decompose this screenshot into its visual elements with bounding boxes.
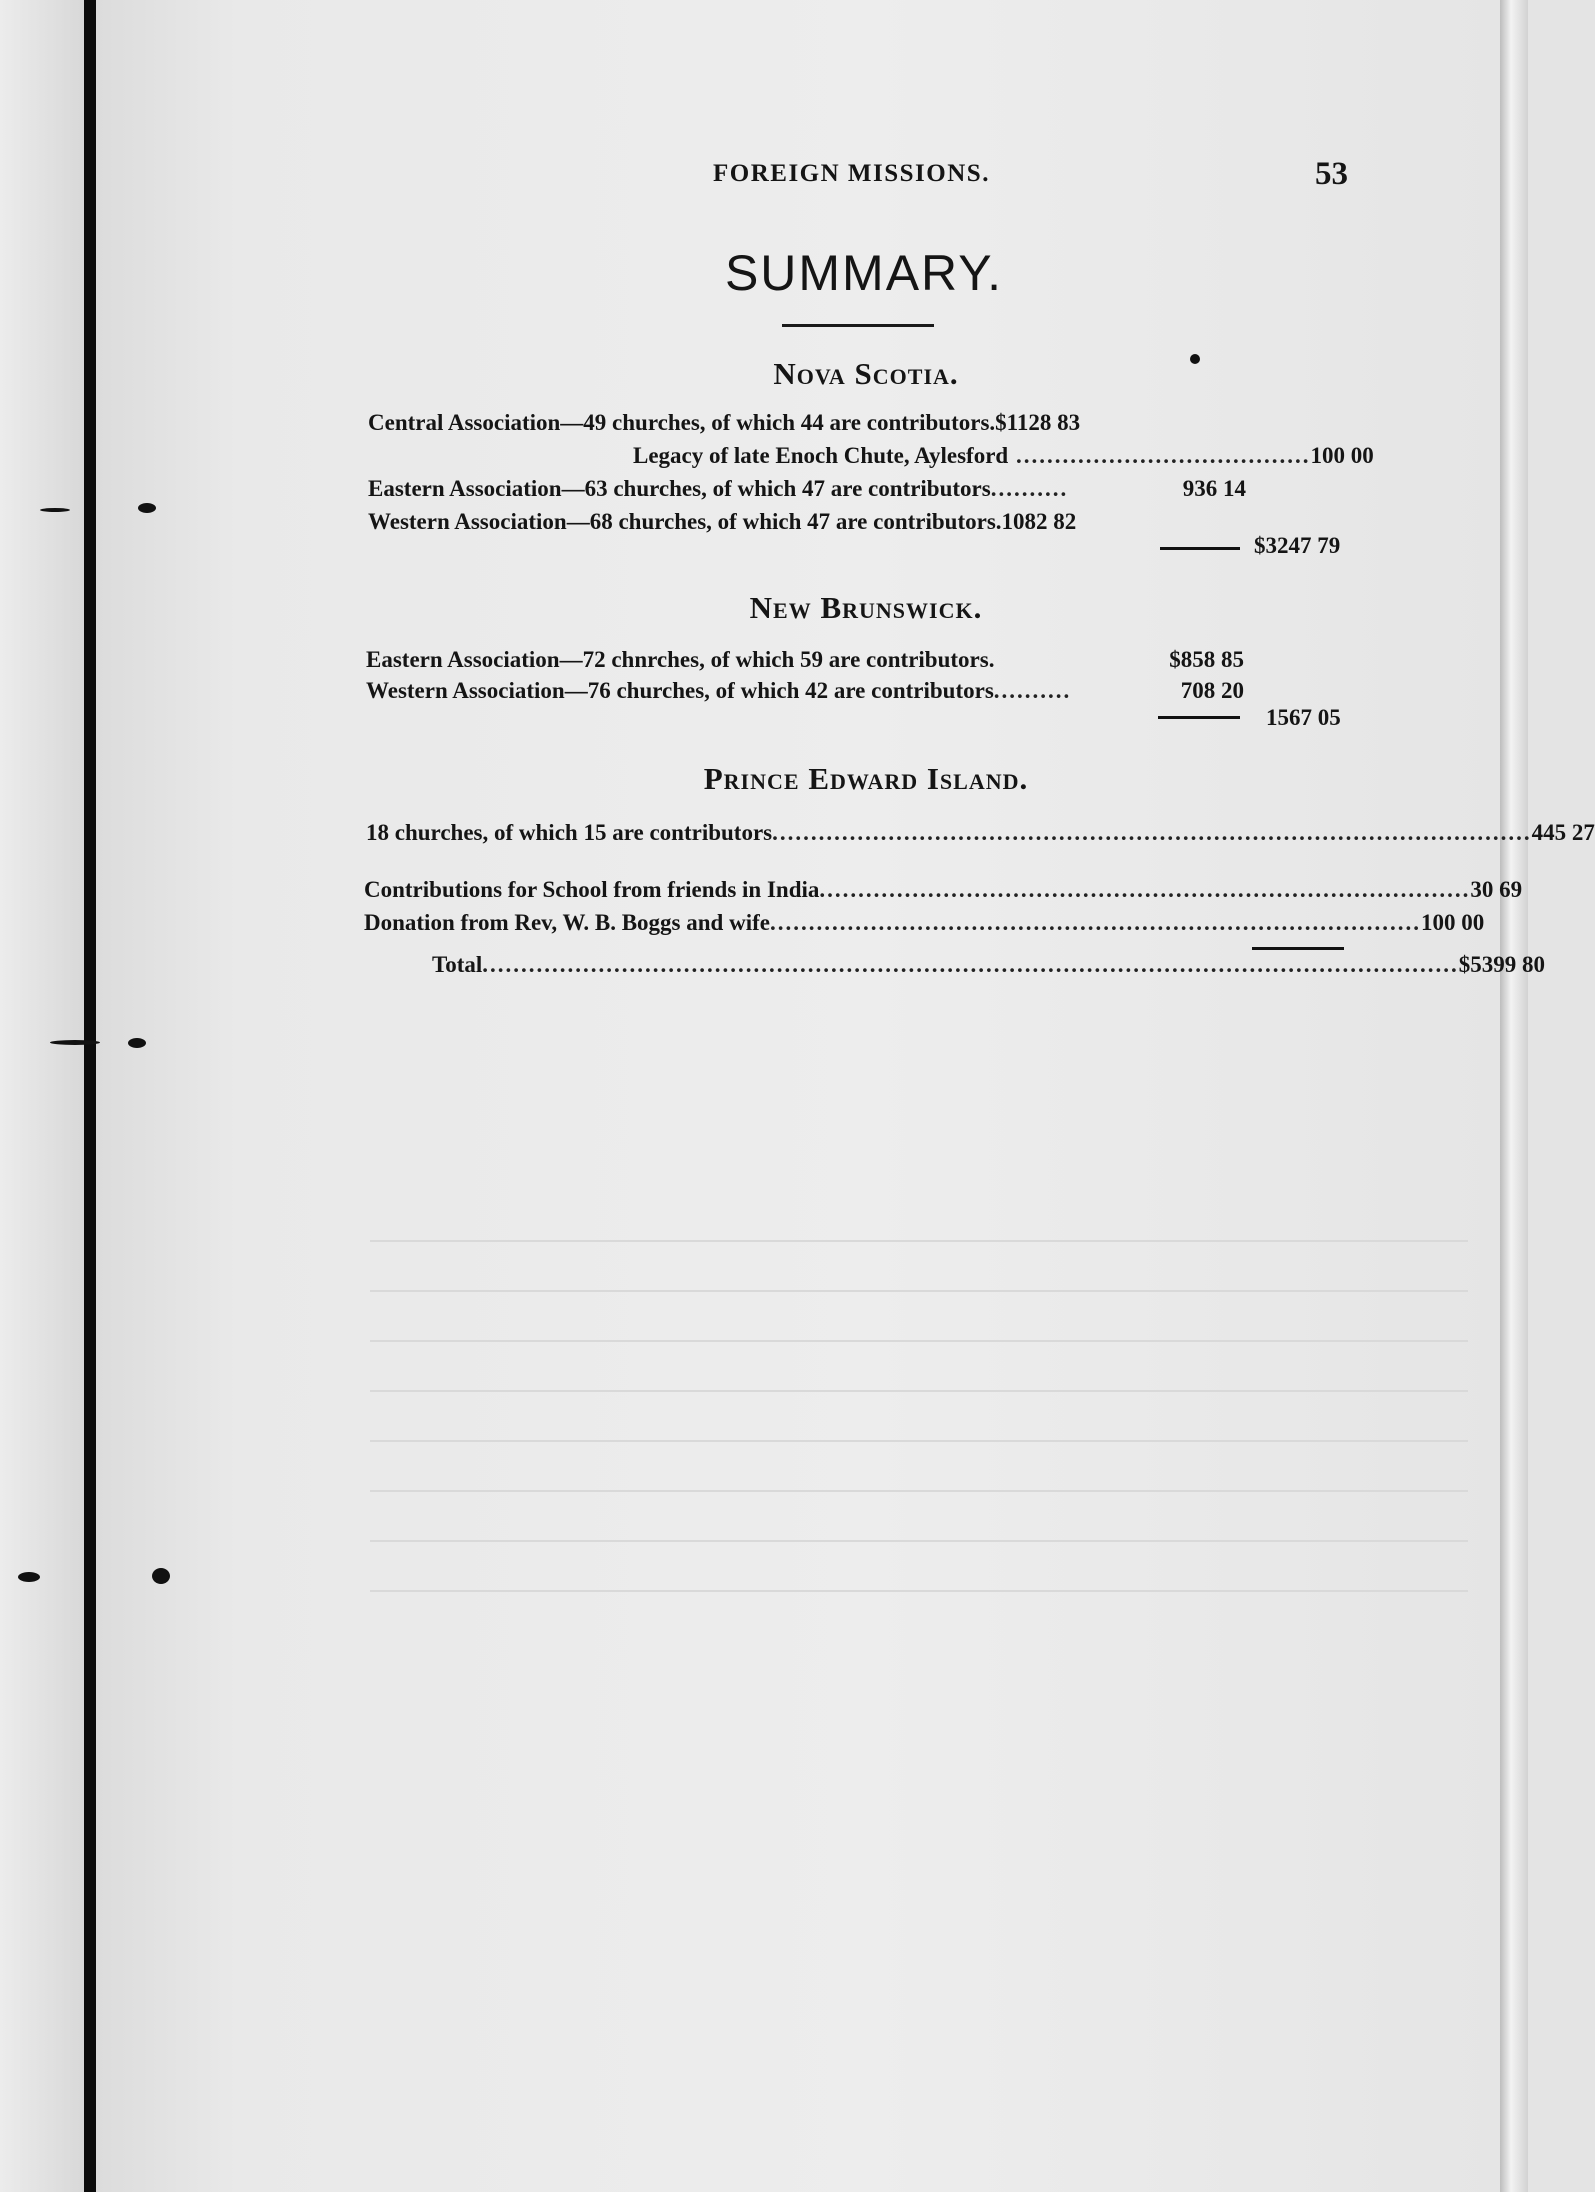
list-item <box>364 877 1523 903</box>
entry-amount: $1128 83 <box>995 410 1081 435</box>
section-heading-prince-edward-island: Prince Edward Island. <box>703 761 1029 796</box>
list-item <box>368 509 1246 535</box>
bleed-through-line <box>370 1490 1468 1492</box>
section-total: 1567 05 <box>1266 705 1341 730</box>
page-number: 53 <box>1315 156 1348 192</box>
entry-amount: 445 27 <box>1531 820 1595 845</box>
page-edge <box>1500 0 1528 2192</box>
bleed-through-line <box>370 1390 1468 1392</box>
grand-total-label: Total <box>432 952 483 977</box>
binding-mark <box>50 1040 100 1045</box>
subtotal-rule <box>1160 547 1240 550</box>
list-item <box>366 820 1595 846</box>
left-margin <box>0 0 84 2192</box>
entry-amount: 1082 82 <box>1001 509 1077 534</box>
binding-mark <box>18 1572 40 1582</box>
leader-dots: .................................................................................... <box>819 877 1471 902</box>
bleed-through-line <box>370 1240 1468 1242</box>
list-item <box>366 647 1244 673</box>
entry-amount: 100 00 <box>1310 443 1374 468</box>
binding-mark <box>138 503 156 513</box>
binding-mark <box>128 1038 146 1048</box>
page-title: SUMMARY. <box>724 245 1004 301</box>
grand-total-amount: $5399 80 <box>1458 952 1546 977</box>
section-heading-new-brunswick: New Brunswick. <box>749 590 983 625</box>
entry-amount: 708 20 <box>1180 678 1244 703</box>
section-heading-nova-scotia: Nova Scotia. <box>773 356 959 391</box>
leader-dots: .................................................................................................. <box>772 820 1532 845</box>
section-total: $3247 79 <box>1254 533 1341 558</box>
list-item <box>633 443 1374 469</box>
entry-text: Western Association—68 churches, of which 47 are contributors. <box>368 509 1002 534</box>
binding-mark <box>40 508 70 512</box>
bleed-through-line <box>370 1340 1468 1342</box>
entry-text: Donation from Rev, W. B. Boggs and wife <box>364 910 770 935</box>
title-rule <box>782 324 934 327</box>
list-item <box>364 910 1485 936</box>
total-rule <box>1252 947 1344 950</box>
list-item <box>368 410 1246 436</box>
subtotal-rule <box>1158 716 1240 719</box>
bleed-through-line <box>370 1590 1468 1592</box>
leader-dots: ...................................... <box>1008 443 1311 468</box>
entry-text: Western Association—76 churches, of which 42 are contributors <box>366 678 994 703</box>
bleed-through-line <box>370 1540 1468 1542</box>
binding-spine <box>84 0 96 2192</box>
leader-dots <box>994 647 1169 673</box>
entry-amount: 100 00 <box>1420 910 1485 935</box>
entry-amount: $858 85 <box>1169 647 1244 672</box>
entry-text: Eastern Association—72 chnrches, of which 59 are contributors. <box>366 647 995 672</box>
entry-text: 18 churches, of which 15 are contributors <box>366 820 773 845</box>
entry-amount: 936 14 <box>1182 476 1246 501</box>
binding-mark <box>152 1568 170 1584</box>
leader-dots: .......... <box>993 678 1072 703</box>
entry-text: Contributions for School from friends in India <box>364 877 820 902</box>
entry-text: Legacy of late Enoch Chute, Aylesford <box>633 443 1009 468</box>
list-item <box>368 476 1246 502</box>
bleed-through-line <box>370 1290 1468 1292</box>
entry-text: Central Association—49 churches, of which 44 are contributors. <box>368 410 996 435</box>
leader-dots: .................................................................................... <box>769 910 1421 935</box>
grand-total-row <box>432 952 1546 978</box>
entry-amount: 30 69 <box>1470 877 1523 902</box>
page <box>96 0 1500 2192</box>
bleed-through-line <box>370 1440 1468 1442</box>
entry-text: Eastern Association—63 churches, of which 47 are contributors <box>368 476 991 501</box>
leader-dots: .............................................................................................................................. <box>482 952 1459 977</box>
leader-dots: .......... <box>990 476 1069 501</box>
running-header: FOREIGN MISSIONS. <box>713 160 990 187</box>
list-item <box>366 678 1244 704</box>
